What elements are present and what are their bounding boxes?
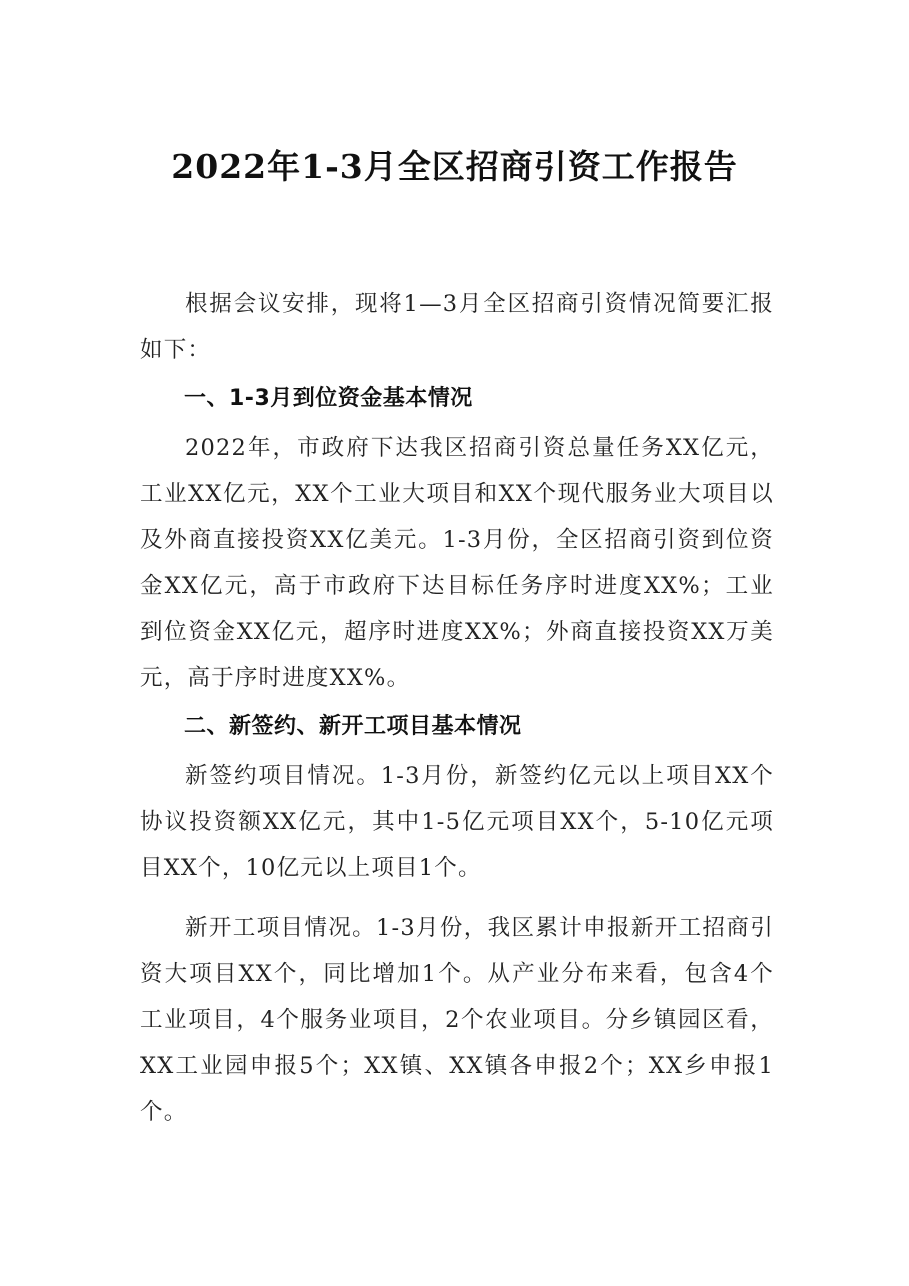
signed-projects-paragraph: 新签约项目情况。1-3月份，新签约亿元以上项目XX个协议投资额XX亿元，其中1-5亿元项目XX个，5-10亿元项目XX个，10亿元以上项目1个。 [140, 763, 774, 881]
intro-paragraph: 根据会议安排，现将1—3月全区招商引资情况简要汇报如下： [140, 291, 774, 363]
funds-paragraph: 2022年，市政府下达我区招商引资总量任务XX亿元，工业XX亿元，XX个工业大项目和XX个现代服务业大项目以及外商直接投资XX亿美元。1-3月份，全区招商引资到位资金XX亿元，高于市政府下达目标任务序时进度XX%；工业到位资金XX亿元，超序时进度XX%；外商直接投资XX万美元，高于序时进度XX%。 [140, 435, 774, 691]
section-heading-funds: 一、1-3月到位资金基本情况 [184, 386, 473, 411]
section-heading-projects: 二、新签约、新开工项目基本情况 [184, 714, 522, 739]
document-title: 2022年1-3月全区招商引资工作报告 [171, 147, 738, 186]
document-body [140, 281, 774, 1138]
new-projects-paragraph: 新开工项目情况。1-3月份，我区累计申报新开工招商引资大项目XX个，同比增加1个。从产业分布来看，包含4个工业项目，4个服务业项目，2个农业项目。分乡镇园区看，XX工业园申报5个；XX镇、XX镇各申报2个；XX乡申报1个。 [140, 915, 774, 1125]
